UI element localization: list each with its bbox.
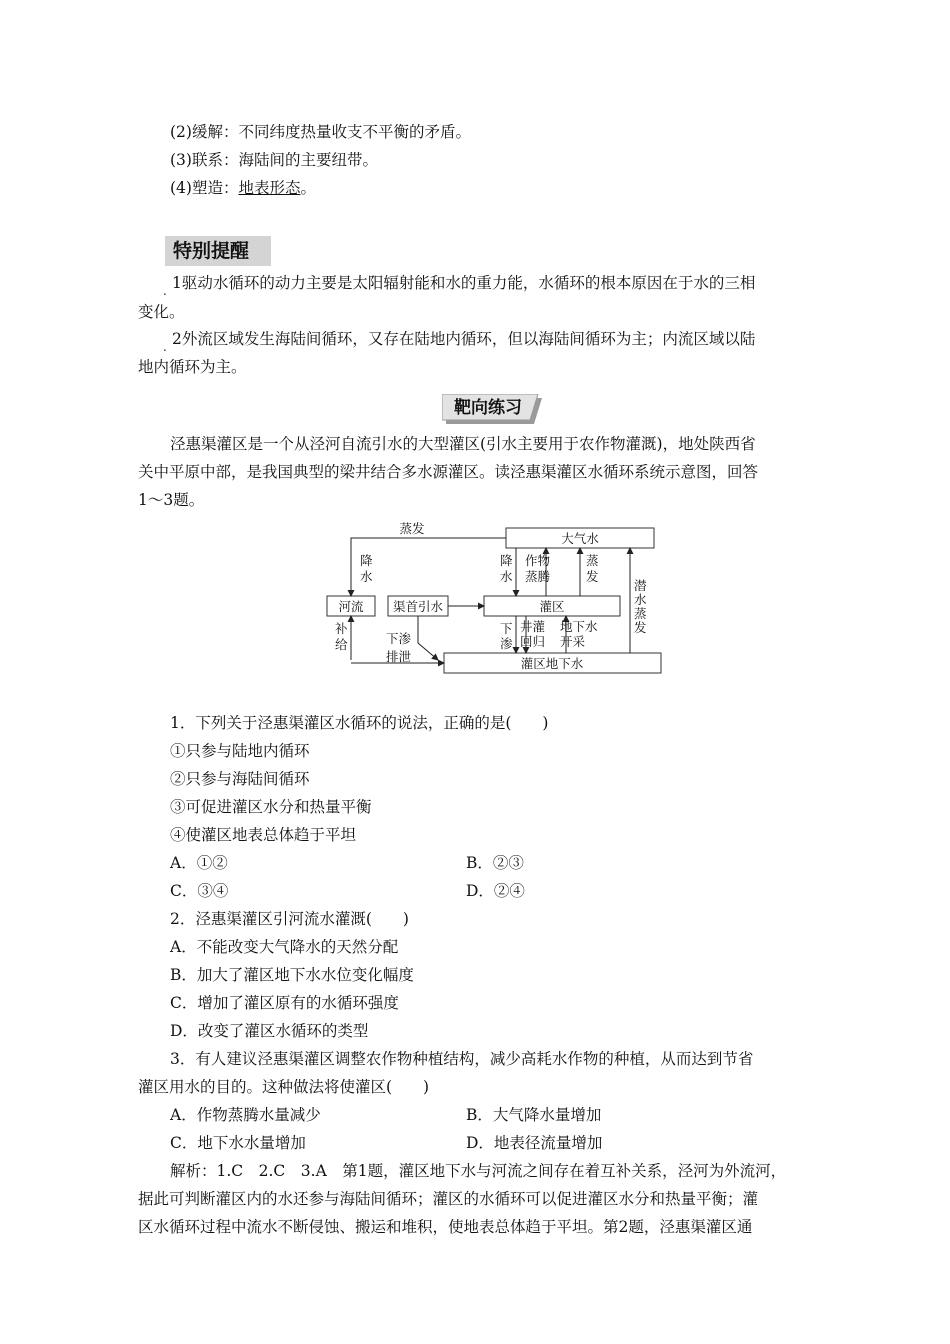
q3-option-d[interactable]: D．地表径流量增加 <box>466 1134 603 1152</box>
arrow-seepage-left <box>418 616 438 660</box>
crop-transp-2: 蒸腾 <box>525 569 551 584</box>
q3-stem-line2: 灌区用水的目的。这种做法将使灌区( ) <box>138 1078 430 1096</box>
landform-underlined: 地表形态 <box>238 179 301 197</box>
q1-item-2: ②只参与海陆间循环 <box>170 770 310 788</box>
groundwater-label: 灌区地下水 <box>520 656 584 671</box>
tip-heading: 特别提醒 <box>165 236 271 266</box>
phreatic-evap-4: 发 <box>634 620 647 635</box>
practice-intro-line1: 泾惠渠灌区是一个从泾河自流引水的大型灌区(引水主要用于农作物灌溉)，地处陕西省 <box>170 435 756 453</box>
atmosphere-label: 大气水 <box>561 531 599 546</box>
q3-option-c[interactable]: C．地下水水量增加 <box>170 1134 306 1152</box>
q3-option-a[interactable]: A．作物蒸腾水量减少 <box>170 1106 321 1124</box>
q1-item-4: ④使灌区地表总体趋于平坦 <box>170 826 357 844</box>
precip-left-2: 水 <box>360 569 373 584</box>
evap-mid-2: 发 <box>586 569 599 584</box>
intro-line-4 <box>170 178 316 198</box>
q2-option-d[interactable]: D．改变了灌区水循环的类型 <box>170 1022 369 1040</box>
analysis-line2: 据此可判断灌区内的水还参与海陆间循环；灌区的水循环可以促进灌区水分和热量平衡；灌 <box>138 1190 759 1208</box>
tip-p1-line1: 1驱动水循环的动力主要是太阳辐射能和水的重力能，水循环的根本原因在于水的三相 <box>172 274 756 292</box>
arrow-precip-to-river <box>351 538 506 596</box>
diagram-boxes <box>327 528 661 673</box>
q1-option-a[interactable]: A．①② <box>170 854 228 872</box>
evap-mid-1: 蒸 <box>586 553 599 568</box>
canal-intake-label: 渠首引水 <box>392 599 444 614</box>
q2-stem: 2．泾惠渠灌区引河流水灌溉( ) <box>170 910 409 928</box>
phreatic-evap-2: 水 <box>634 592 647 607</box>
phreatic-evap-1: 潜 <box>634 578 647 593</box>
q1-option-c[interactable]: C．③④ <box>170 882 229 900</box>
well-return-2: 回归 <box>520 634 546 649</box>
gw-extraction-1: 地下水 <box>560 619 598 634</box>
q3-stem-line1: 3．有人建议泾惠渠灌区调整农作物种植结构，减少高耗水作物的种植，从而达到节省 <box>170 1050 754 1068</box>
precip-right-1: 降 <box>500 553 513 568</box>
precip-right-2: 水 <box>500 569 513 584</box>
seepage-left-label: 下渗 <box>386 631 412 646</box>
bullet-dot: . <box>163 340 167 354</box>
tip-p1-line2: 变化。 <box>138 303 185 321</box>
q1-item-1: ①只参与陆地内循环 <box>170 742 310 760</box>
seepage-mid-2: 渗 <box>500 636 513 651</box>
q1-option-b[interactable]: B．②③ <box>466 854 524 872</box>
analysis-line1: 解析：1.C 2.C 3.A 第1题，灌区地下水与河流之间存在着互补关系，泾河为外流河， <box>170 1162 787 1180</box>
discharge-label: 排泄 <box>386 649 412 664</box>
seepage-mid-1: 下 <box>500 621 513 636</box>
intro-line-4-prefix: (4)塑造： <box>170 179 239 197</box>
analysis-line3: 区水循环过程中流水不断侵蚀、搬运和堆积，使地表总体趋于平坦。第2题，泾惠渠灌区通 <box>138 1218 753 1236</box>
irrigation-area-label: 灌区 <box>539 599 565 614</box>
recharge-1: 补 <box>335 621 348 636</box>
tip-p2-line2: 地内循环为主。 <box>138 358 247 376</box>
intro-line-4-suffix: 。 <box>300 179 316 197</box>
practice-intro-line2: 关中平原中部，是我国典型的梁井结合多水源灌区。读泾惠渠灌区水循环系统示意图，回答 <box>138 463 759 481</box>
q3-option-b[interactable]: B．大气降水量增加 <box>466 1106 602 1124</box>
evaporation-top-label: 蒸发 <box>399 521 425 536</box>
bullet-dot: . <box>163 284 167 298</box>
precip-left-1: 降 <box>360 553 373 568</box>
q2-option-b[interactable]: B．加大了灌区地下水水位变化幅度 <box>170 966 414 984</box>
practice-badge-label: 靶向练习 <box>454 398 522 418</box>
intro-line-3: (3)联系：海陆间的主要纽带。 <box>170 151 378 169</box>
phreatic-evap-3: 蒸 <box>634 606 647 621</box>
gw-extraction-2: 开采 <box>560 634 586 649</box>
q2-option-a[interactable]: A．不能改变大气降水的天然分配 <box>170 938 399 956</box>
river-label: 河流 <box>338 599 364 614</box>
well-return-1: 井灌 <box>520 619 546 634</box>
q2-option-c[interactable]: C．增加了灌区原有的水循环强度 <box>170 994 399 1012</box>
q1-stem: 1．下列关于泾惠渠灌区水循环的说法，正确的是( ) <box>170 714 549 732</box>
q1-item-3: ③可促进灌区水分和热量平衡 <box>170 798 372 816</box>
tip-p2-line1: 2外流区域发生海陆间循环，又存在陆地内循环，但以海陆间循环为主；内流区域以陆 <box>172 330 756 348</box>
practice-intro-line3: 1～3题。 <box>138 491 205 509</box>
intro-line-2: (2)缓解：不同纬度热量收支不平衡的矛盾。 <box>170 123 471 141</box>
crop-transp-1: 作物 <box>525 553 551 568</box>
q1-option-d[interactable]: D．②④ <box>466 882 525 900</box>
water-cycle-diagram <box>320 518 666 678</box>
recharge-2: 给 <box>335 637 348 652</box>
practice-badge <box>442 394 542 424</box>
